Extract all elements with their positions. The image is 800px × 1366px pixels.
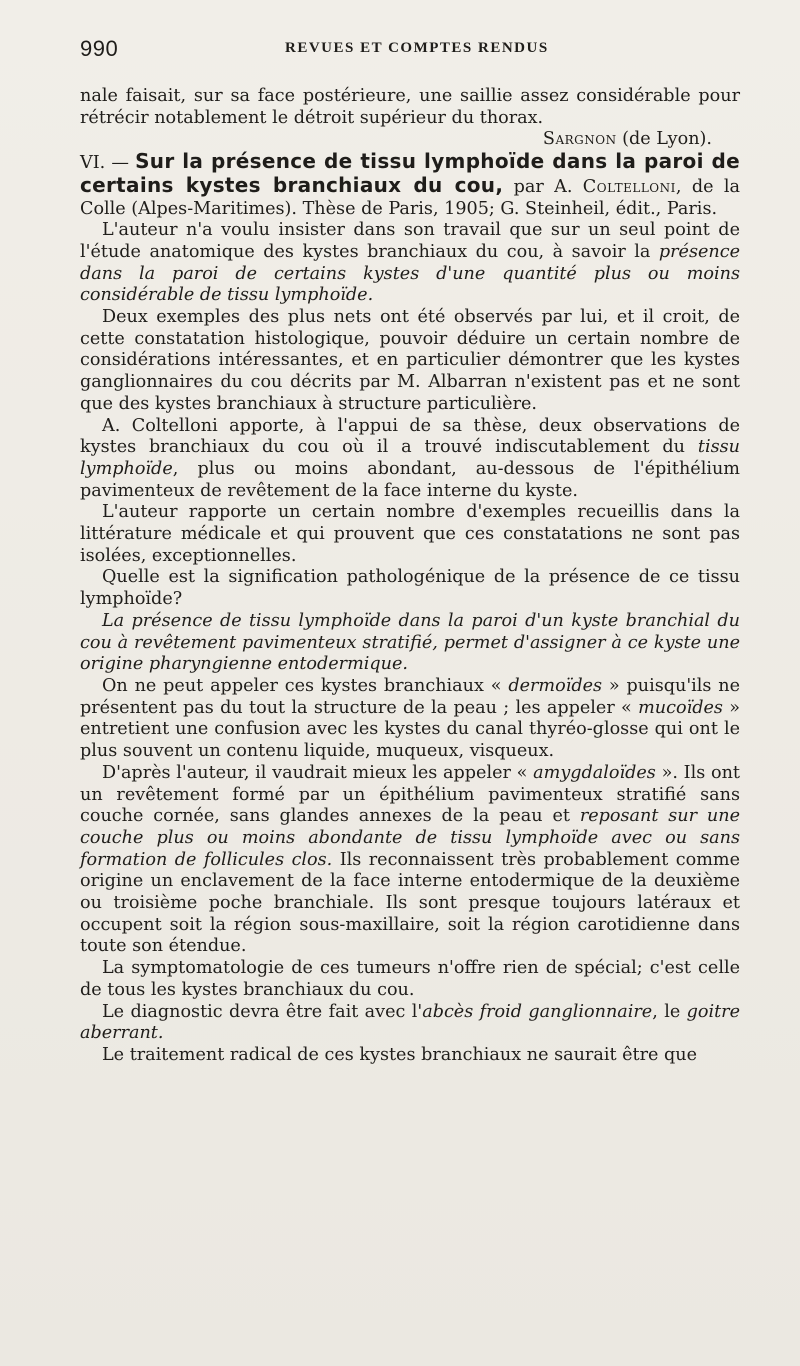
p8-text-c: Ils reconnaissent très probablement comme origine un enclavement de la face interne entodermique de la deuxième ou troisième poche branchiale. Ils sont presque toujours latéraux et occupent soit la région sous-maxillaire, soit la région carotidienne dans toute son étendue. <box>80 849 740 957</box>
p10-italic-2: goitre aberrant. <box>80 1001 740 1044</box>
p1-italic: présence dans la paroi de certains kystes d'une quantité plus ou moins considérable de tissu lymphoïde. <box>80 241 740 306</box>
p3-text-b: , plus ou moins abondant, au-dessous de l'épithélium pavimenteux de revêtement de la face interne du kyste. <box>80 458 740 501</box>
continuation-paragraph: nale faisait, sur sa face postérieure, une saillie assez considérable pour rétrécir notablement le détroit supérieur du thorax. <box>80 86 740 128</box>
section-title: Sur la présence de tissu lymphoïde dans la paroi de certains kystes branchiaux du cou, <box>80 149 741 197</box>
p3-text-a: A. Coltelloni apporte, à l'appui de sa thèse, deux observations de kystes branchiaux du cou où il a trouvé indiscutablement du <box>80 415 740 458</box>
paragraph-7 <box>80 676 740 763</box>
paragraph-8 <box>80 763 740 958</box>
p8-italic-1: amygdaloïdes <box>533 762 656 783</box>
paragraph-11: Le traitement radical de ces kystes branchiaux ne saurait être que <box>102 1044 698 1065</box>
citation-author: Coltelloni <box>582 176 676 197</box>
p10-italic-1: abcès froid ganglionnaire <box>422 1001 653 1022</box>
p6-italic: La présence de tissu lymphoïde dans la paroi d'un kyste branchial du cou à revêtement pavimenteux stratifié, permet d'assigner à ce kyste une origine pharyngienne entodermique. <box>80 610 740 675</box>
previous-review-signature <box>80 129 740 151</box>
signature-place: (de Lyon). <box>616 129 712 150</box>
signature-name: Sargnon <box>542 129 617 150</box>
p10-text-b: , le <box>652 1001 687 1022</box>
paragraph-9: La symptomatologie de ces tumeurs n'offre rien de spécial; c'est celle de tous les kystes branchiaux du cou. <box>80 958 740 1000</box>
p8-italic-2: reposant sur une couche plus ou moins abondante de tissu lymphoïde avec ou sans formation de follicules clos. <box>80 806 740 870</box>
p8-text-b: ». Ils ont un revêtement formé par un épithélium pavimenteux stratifié sans couche cornée, sans glandes annexes de la peau et <box>80 762 741 827</box>
p7-italic-2: mucoïdes <box>638 697 723 718</box>
page-number: 990 <box>80 36 119 61</box>
paragraph-1 <box>80 220 740 307</box>
paragraph-2: Deux exemples des plus nets ont été observés par lui, et il croit, de cette constatation histologique, pouvoir déduire un certain nombre de considérations intéressantes, et en particulier démontrer que les kystes ganglionnaires du cou décrits par M. Albarran n'existent pas et ne sont que des kystes branchiaux à structure particulière. <box>80 307 740 414</box>
page-header <box>80 36 780 66</box>
paragraph-5: Quelle est la signification pathologénique de la présence de ce tissu lymphoïde? <box>80 567 740 610</box>
paragraph-4: L'auteur rapporte un certain nombre d'exemples recueillis dans la littérature médicale et qui prouvent que ces constatations ne sont pas isolées, exceptionnelles. <box>80 502 740 566</box>
p1-text: L'auteur n'a voulu insister dans son travail que sur un seul point de l'étude anatomique des kystes branchiaux du cou, à savoir la <box>80 220 740 262</box>
paragraph-10 <box>80 1002 740 1045</box>
p3-italic: tissu lymphoïde <box>80 437 740 479</box>
paragraph-6 <box>80 611 740 676</box>
p7-text-a: On ne peut appeler ces kystes branchiaux « <box>102 675 509 696</box>
p7-text-b: » puisqu'ils ne présentent pas du tout la structure de la peau ; les appeler « <box>80 675 741 718</box>
section-number: VI. — <box>80 153 136 174</box>
paragraph-3 <box>80 416 740 503</box>
p8-text-a: D'après l'auteur, il vaudrait mieux les appeler « <box>102 762 534 783</box>
p7-italic-1: dermoïdes <box>508 675 603 696</box>
citation-par: par A. <box>503 176 583 197</box>
citation-details: , de la Colle (Alpes-Maritimes). Thèse de Paris, 1905; G. Steinheil, édit., Paris. <box>80 176 740 219</box>
running-title: REVUES ET COMPTES RENDUS <box>285 40 549 56</box>
p7-text-c: » entretient une confusion avec les kystes du canal thyréo-glosse qui ont le plus souvent un contenu liquide, muqueux, visqueux. <box>80 697 740 762</box>
section-heading <box>80 151 740 220</box>
p10-text-a: Le diagnostic devra être fait avec l' <box>102 1001 423 1022</box>
article-body <box>80 86 740 1067</box>
